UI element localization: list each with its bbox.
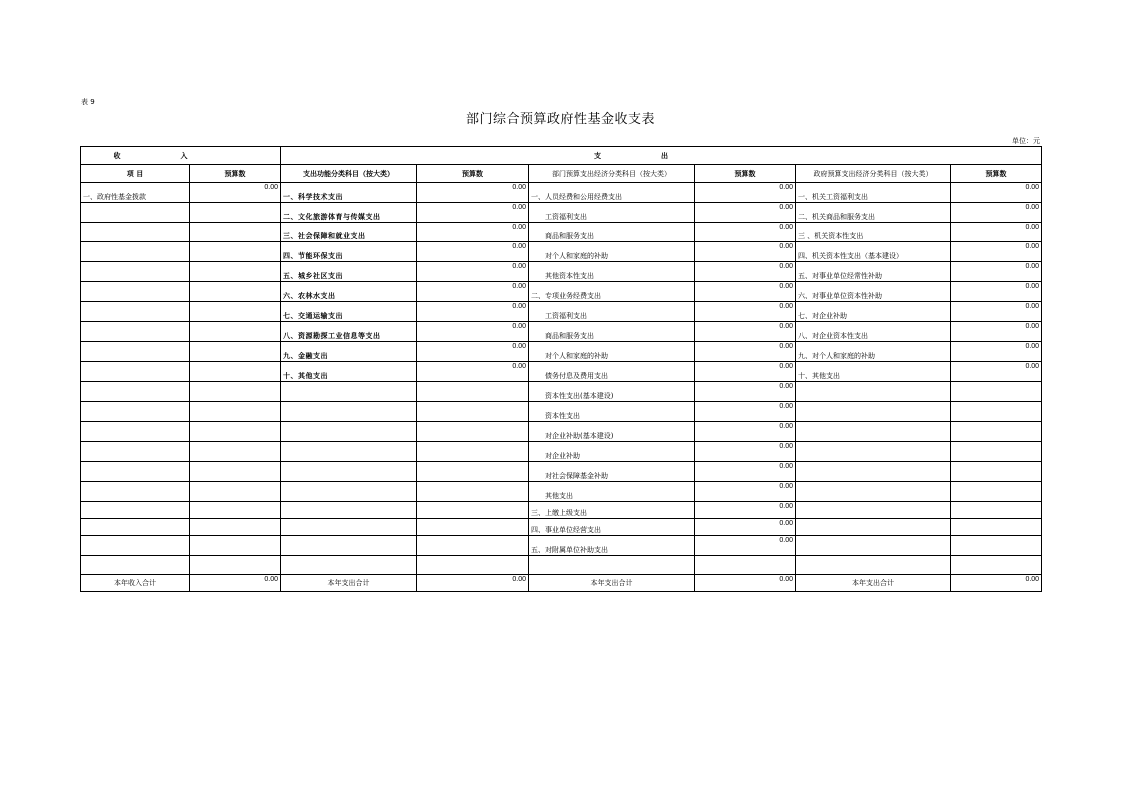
income-budget-cell (190, 362, 281, 382)
function-class-cell (281, 382, 417, 402)
table-row (81, 462, 1042, 482)
income-budget-cell (190, 402, 281, 422)
function-class-cell (281, 422, 417, 442)
page-title: 部门综合预算政府性基金收支表 (465, 112, 655, 127)
gov-econ-budget-cell: 0.00 (951, 282, 1042, 302)
function-class-cell (281, 402, 417, 422)
function-budget-cell (417, 519, 529, 536)
gov-econ-budget-cell: 0.00 (951, 242, 1042, 262)
table-row (81, 203, 1042, 223)
function-budget-cell: 0.00 (417, 183, 529, 203)
function-class-cell (281, 442, 417, 462)
table-row (81, 502, 1042, 519)
function-class-cell: 五、城乡社区支出 (281, 262, 417, 282)
budget-table (80, 146, 1042, 592)
totals-row (81, 575, 1042, 592)
dept-econ-class-cell: 债务付息及费用支出 (529, 362, 695, 382)
function-budget-cell: 0.00 (417, 362, 529, 382)
gov-econ-class-cell: 七、对企业补助 (796, 302, 951, 322)
col-budget-header: 预算数 (190, 165, 281, 183)
gov-econ-class-cell (796, 482, 951, 502)
table-row (81, 282, 1042, 302)
section-header-row (81, 147, 1042, 165)
dept-econ-budget-cell: 0.00 (695, 422, 796, 442)
income-header: 收入 (81, 147, 281, 165)
income-item-cell (81, 322, 190, 342)
dept-econ-class-cell: 一、人员经费和公用经费支出 (529, 183, 695, 203)
gov-econ-class-cell (796, 462, 951, 482)
total-expense-label: 本年支出合计 (281, 575, 417, 592)
income-budget-cell (190, 519, 281, 536)
gov-econ-class-cell: 三 、机关资本性支出 (796, 223, 951, 242)
function-budget-cell: 0.00 (417, 282, 529, 302)
function-class-cell (281, 519, 417, 536)
function-class-cell (281, 536, 417, 556)
dept-econ-budget-cell: 0.00 (695, 203, 796, 223)
income-budget-cell (190, 382, 281, 402)
function-class-cell: 二、文化旅游体育与传媒支出 (281, 203, 417, 223)
dept-econ-budget-cell: 0.00 (695, 536, 796, 556)
income-item-cell: 一、政府性基金拨款 (81, 183, 190, 203)
table-row (81, 262, 1042, 282)
gov-econ-class-cell (796, 382, 951, 402)
gov-econ-budget-cell (951, 462, 1042, 482)
income-budget-cell (190, 282, 281, 302)
income-budget-cell (190, 556, 281, 575)
function-class-cell: 三、社会保障和就业支出 (281, 223, 417, 242)
function-budget-cell (417, 482, 529, 502)
col-dept-econ-class-header: 部门预算支出经济分类科目（按大类） (529, 165, 695, 183)
dept-econ-budget-cell: 0.00 (695, 322, 796, 342)
dept-econ-budget-cell: 0.00 (695, 302, 796, 322)
function-class-cell (281, 482, 417, 502)
function-class-cell: 四、节能环保支出 (281, 242, 417, 262)
col-budget-header: 预算数 (417, 165, 529, 183)
column-header-row (81, 165, 1042, 183)
income-item-cell (81, 462, 190, 482)
dept-econ-class-cell: 对企业补助(基本建设) (529, 422, 695, 442)
dept-econ-class-cell: 其他资本性支出 (529, 262, 695, 282)
income-budget-cell (190, 342, 281, 362)
function-class-cell: 六、农林水支出 (281, 282, 417, 302)
dept-econ-class-cell: 资本性支出(基本建设) (529, 382, 695, 402)
gov-econ-class-cell: 四、机关资本性支出（基本建设） (796, 242, 951, 262)
gov-econ-budget-cell (951, 519, 1042, 536)
total-expense-label: 本年支出合计 (796, 575, 951, 592)
gov-econ-budget-cell: 0.00 (951, 223, 1042, 242)
gov-econ-class-cell (796, 556, 951, 575)
dept-econ-class-cell: 工资福利支出 (529, 203, 695, 223)
dept-econ-budget-cell: 0.00 (695, 262, 796, 282)
income-item-cell (81, 422, 190, 442)
income-budget-cell (190, 242, 281, 262)
col-gov-econ-class-header: 政府预算支出经济分类科目（按大类） (796, 165, 951, 183)
total-expense-value: 0.00 (695, 575, 796, 592)
income-budget-cell (190, 262, 281, 282)
table-row (81, 519, 1042, 536)
expense-header: 支出 (281, 147, 1042, 165)
income-item-cell (81, 482, 190, 502)
function-class-cell (281, 462, 417, 482)
table-row (81, 342, 1042, 362)
income-budget-cell (190, 502, 281, 519)
gov-econ-class-cell: 五、对事业单位经常性补助 (796, 262, 951, 282)
dept-econ-budget-cell: 0.00 (695, 342, 796, 362)
gov-econ-budget-cell: 0.00 (951, 262, 1042, 282)
function-budget-cell: 0.00 (417, 262, 529, 282)
gov-econ-budget-cell: 0.00 (951, 183, 1042, 203)
function-class-cell (281, 556, 417, 575)
income-item-cell (81, 556, 190, 575)
gov-econ-class-cell: 一、机关工资福利支出 (796, 183, 951, 203)
dept-econ-class-cell: 对个人和家庭的补助 (529, 342, 695, 362)
function-budget-cell: 0.00 (417, 302, 529, 322)
dept-econ-class-cell: 对社会保障基金补助 (529, 462, 695, 482)
unit-label: 单位：元 (1012, 137, 1040, 145)
income-item-cell (81, 203, 190, 223)
gov-econ-budget-cell (951, 536, 1042, 556)
table-row (81, 302, 1042, 322)
table-number: 表 9 (81, 98, 95, 106)
function-budget-cell (417, 402, 529, 422)
dept-econ-class-cell: 对企业补助 (529, 442, 695, 462)
dept-econ-budget-cell: 0.00 (695, 183, 796, 203)
dept-econ-budget-cell: 0.00 (695, 502, 796, 519)
table-row (81, 322, 1042, 342)
function-budget-cell (417, 422, 529, 442)
income-budget-cell: 0.00 (190, 183, 281, 203)
table-row (81, 382, 1042, 402)
table-row (81, 556, 1042, 575)
dept-econ-budget-cell: 0.00 (695, 462, 796, 482)
gov-econ-budget-cell: 0.00 (951, 203, 1042, 223)
gov-econ-budget-cell (951, 382, 1042, 402)
col-budget-header: 预算数 (951, 165, 1042, 183)
dept-econ-class-cell: 资本性支出 (529, 402, 695, 422)
income-budget-cell (190, 462, 281, 482)
gov-econ-budget-cell (951, 556, 1042, 575)
table-row (81, 223, 1042, 242)
income-budget-cell (190, 302, 281, 322)
income-item-cell (81, 242, 190, 262)
dept-econ-budget-cell: 0.00 (695, 362, 796, 382)
gov-econ-budget-cell (951, 442, 1042, 462)
gov-econ-class-cell (796, 519, 951, 536)
gov-econ-class-cell: 九、对个人和家庭的补助 (796, 342, 951, 362)
dept-econ-budget-cell: 0.00 (695, 482, 796, 502)
col-budget-header: 预算数 (695, 165, 796, 183)
function-budget-cell: 0.00 (417, 322, 529, 342)
function-budget-cell (417, 536, 529, 556)
dept-econ-class-cell: 五、对附属单位补助支出 (529, 536, 695, 556)
income-budget-cell (190, 203, 281, 223)
table-row (81, 402, 1042, 422)
function-class-cell: 九、金融支出 (281, 342, 417, 362)
dept-econ-budget-cell: 0.00 (695, 282, 796, 302)
function-budget-cell (417, 462, 529, 482)
function-budget-cell: 0.00 (417, 223, 529, 242)
table-row (81, 242, 1042, 262)
dept-econ-class-cell: 其他支出 (529, 482, 695, 502)
gov-econ-budget-cell: 0.00 (951, 362, 1042, 382)
dept-econ-budget-cell: 0.00 (695, 442, 796, 462)
gov-econ-class-cell: 二、机关商品和服务支出 (796, 203, 951, 223)
gov-econ-class-cell (796, 442, 951, 462)
table-row (81, 362, 1042, 382)
function-budget-cell: 0.00 (417, 242, 529, 262)
income-item-cell (81, 519, 190, 536)
gov-econ-class-cell (796, 422, 951, 442)
total-income-value: 0.00 (190, 575, 281, 592)
gov-econ-class-cell (796, 402, 951, 422)
col-function-class-header: 支出功能分类科目（按大类） (281, 165, 417, 183)
dept-econ-class-cell: 三、上缴上级支出 (529, 502, 695, 519)
function-class-cell (281, 502, 417, 519)
income-item-cell (81, 362, 190, 382)
income-item-cell (81, 442, 190, 462)
income-budget-cell (190, 536, 281, 556)
function-class-cell: 十、其他支出 (281, 362, 417, 382)
gov-econ-budget-cell: 0.00 (951, 322, 1042, 342)
function-budget-cell: 0.00 (417, 203, 529, 223)
gov-econ-budget-cell: 0.00 (951, 342, 1042, 362)
gov-econ-budget-cell (951, 422, 1042, 442)
function-class-cell: 七、交通运输支出 (281, 302, 417, 322)
gov-econ-budget-cell: 0.00 (951, 302, 1042, 322)
total-income-label: 本年收入合计 (81, 575, 190, 592)
table-row (81, 183, 1042, 203)
dept-econ-class-cell: 四、事业单位经营支出 (529, 519, 695, 536)
table-row (81, 422, 1042, 442)
dept-econ-class-cell: 对个人和家庭的补助 (529, 242, 695, 262)
gov-econ-class-cell (796, 536, 951, 556)
dept-econ-budget-cell (695, 556, 796, 575)
col-item-header: 项 目 (81, 165, 190, 183)
income-budget-cell (190, 223, 281, 242)
table-row (81, 442, 1042, 462)
total-expense-value: 0.00 (951, 575, 1042, 592)
function-budget-cell (417, 382, 529, 402)
function-budget-cell (417, 556, 529, 575)
gov-econ-class-cell (796, 502, 951, 519)
income-item-cell (81, 502, 190, 519)
gov-econ-class-cell: 十、其他支出 (796, 362, 951, 382)
dept-econ-budget-cell: 0.00 (695, 519, 796, 536)
income-item-cell (81, 282, 190, 302)
dept-econ-class-cell: 商品和服务支出 (529, 223, 695, 242)
income-budget-cell (190, 442, 281, 462)
income-item-cell (81, 342, 190, 362)
income-item-cell (81, 223, 190, 242)
table-row (81, 536, 1042, 556)
gov-econ-class-cell: 八、对企业资本性支出 (796, 322, 951, 342)
function-budget-cell (417, 442, 529, 462)
dept-econ-class-cell: 工资福利支出 (529, 302, 695, 322)
total-expense-value: 0.00 (417, 575, 529, 592)
gov-econ-budget-cell (951, 402, 1042, 422)
dept-econ-budget-cell: 0.00 (695, 382, 796, 402)
income-item-cell (81, 302, 190, 322)
gov-econ-class-cell: 六、对事业单位资本性补助 (796, 282, 951, 302)
income-budget-cell (190, 422, 281, 442)
function-budget-cell: 0.00 (417, 342, 529, 362)
gov-econ-budget-cell (951, 482, 1042, 502)
dept-econ-class-cell: 商品和服务支出 (529, 322, 695, 342)
function-class-cell: 八、资源勘探工业信息等支出 (281, 322, 417, 342)
dept-econ-class-cell (529, 556, 695, 575)
income-item-cell (81, 402, 190, 422)
income-budget-cell (190, 482, 281, 502)
income-item-cell (81, 382, 190, 402)
dept-econ-budget-cell: 0.00 (695, 223, 796, 242)
dept-econ-budget-cell: 0.00 (695, 242, 796, 262)
dept-econ-budget-cell: 0.00 (695, 402, 796, 422)
income-item-cell (81, 262, 190, 282)
function-budget-cell (417, 502, 529, 519)
income-item-cell (81, 536, 190, 556)
table-row (81, 482, 1042, 502)
total-expense-label: 本年支出合计 (529, 575, 695, 592)
function-class-cell: 一、科学技术支出 (281, 183, 417, 203)
gov-econ-budget-cell (951, 502, 1042, 519)
dept-econ-class-cell: 二、专项业务经费支出 (529, 282, 695, 302)
income-budget-cell (190, 322, 281, 342)
